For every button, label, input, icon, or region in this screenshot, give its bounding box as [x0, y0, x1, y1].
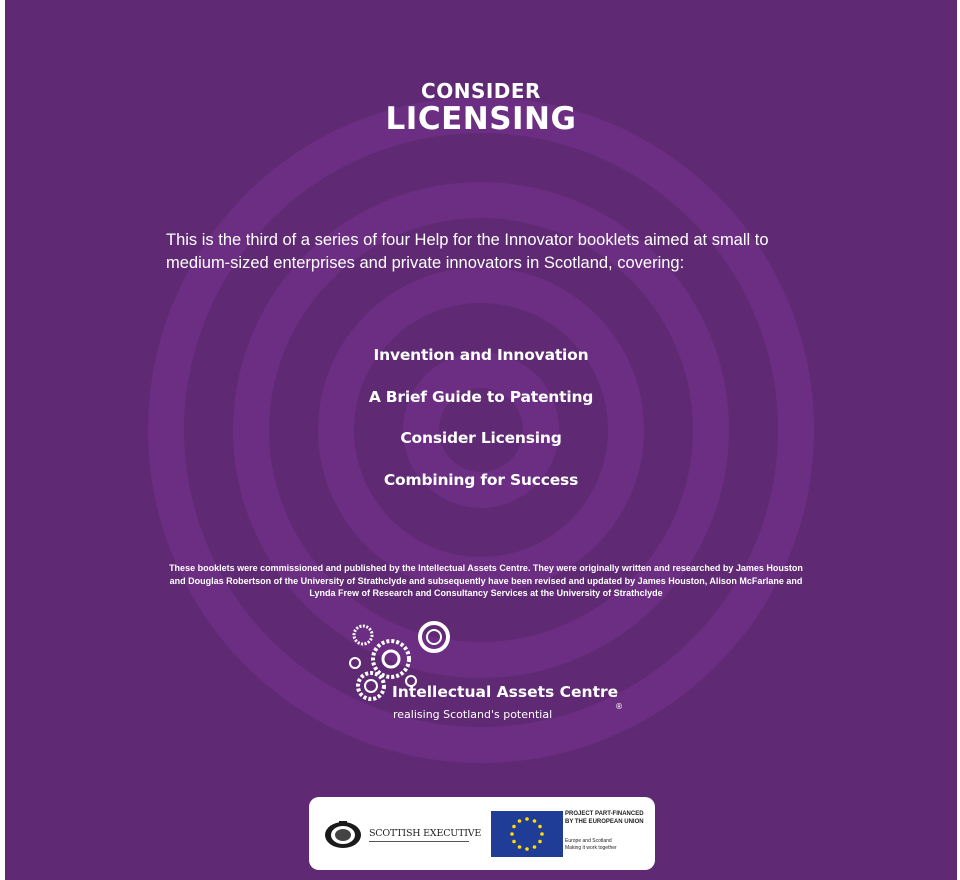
title-line-licensing: LICENSING	[385, 101, 577, 137]
series-item: Consider Licensing	[400, 429, 562, 447]
crest-icon	[323, 819, 363, 849]
eu-line-project: PROJECT PART-FINANCED	[565, 811, 644, 817]
label-underline	[369, 841, 469, 842]
back-cover	[5, 0, 957, 880]
eu-line-union: BY THE EUROPEAN UNION	[565, 818, 644, 825]
booklet-series-list	[5, 344, 957, 510]
eu-funding-statement	[565, 811, 651, 851]
publisher-tagline: realising Scotland's potential	[393, 708, 553, 721]
eu-line-making-it-work: Making it work together	[565, 844, 617, 851]
credits-paragraph: These booklets were commissioned and published by the Intellectual Assets Centre. They were originally written and researched by James Houston and Douglas Robertson of the University of Strathclyde and subsequently have been revised and updated by James Houston, Alison McFarlane and Lynda Frew of Research and Consultancy Services at the University of Strathclyde	[169, 563, 803, 598]
intro-paragraph: This is the third of a series of four Help for the Innovator booklets aimed at small to medium-sized enterprises and private innovators in Scotland, covering:	[166, 231, 769, 272]
publisher-name: Intellectual Assets Centre	[392, 683, 619, 701]
booklet-title	[5, 80, 957, 136]
eu-flag-icon	[491, 811, 563, 857]
series-item: Invention and Innovation	[373, 346, 589, 364]
registered-mark: ®	[615, 702, 623, 711]
sponsor-logos-panel	[309, 797, 655, 870]
scottish-executive-label: SCOTTISH EXECUTIVE	[369, 828, 482, 839]
series-item: Combining for Success	[383, 470, 579, 489]
eu-line-europe-scotland: Europe and Scotland	[565, 838, 612, 844]
title-line-consider: CONSIDER	[421, 79, 541, 103]
series-item: A Brief Guide to Patenting	[368, 387, 594, 406]
